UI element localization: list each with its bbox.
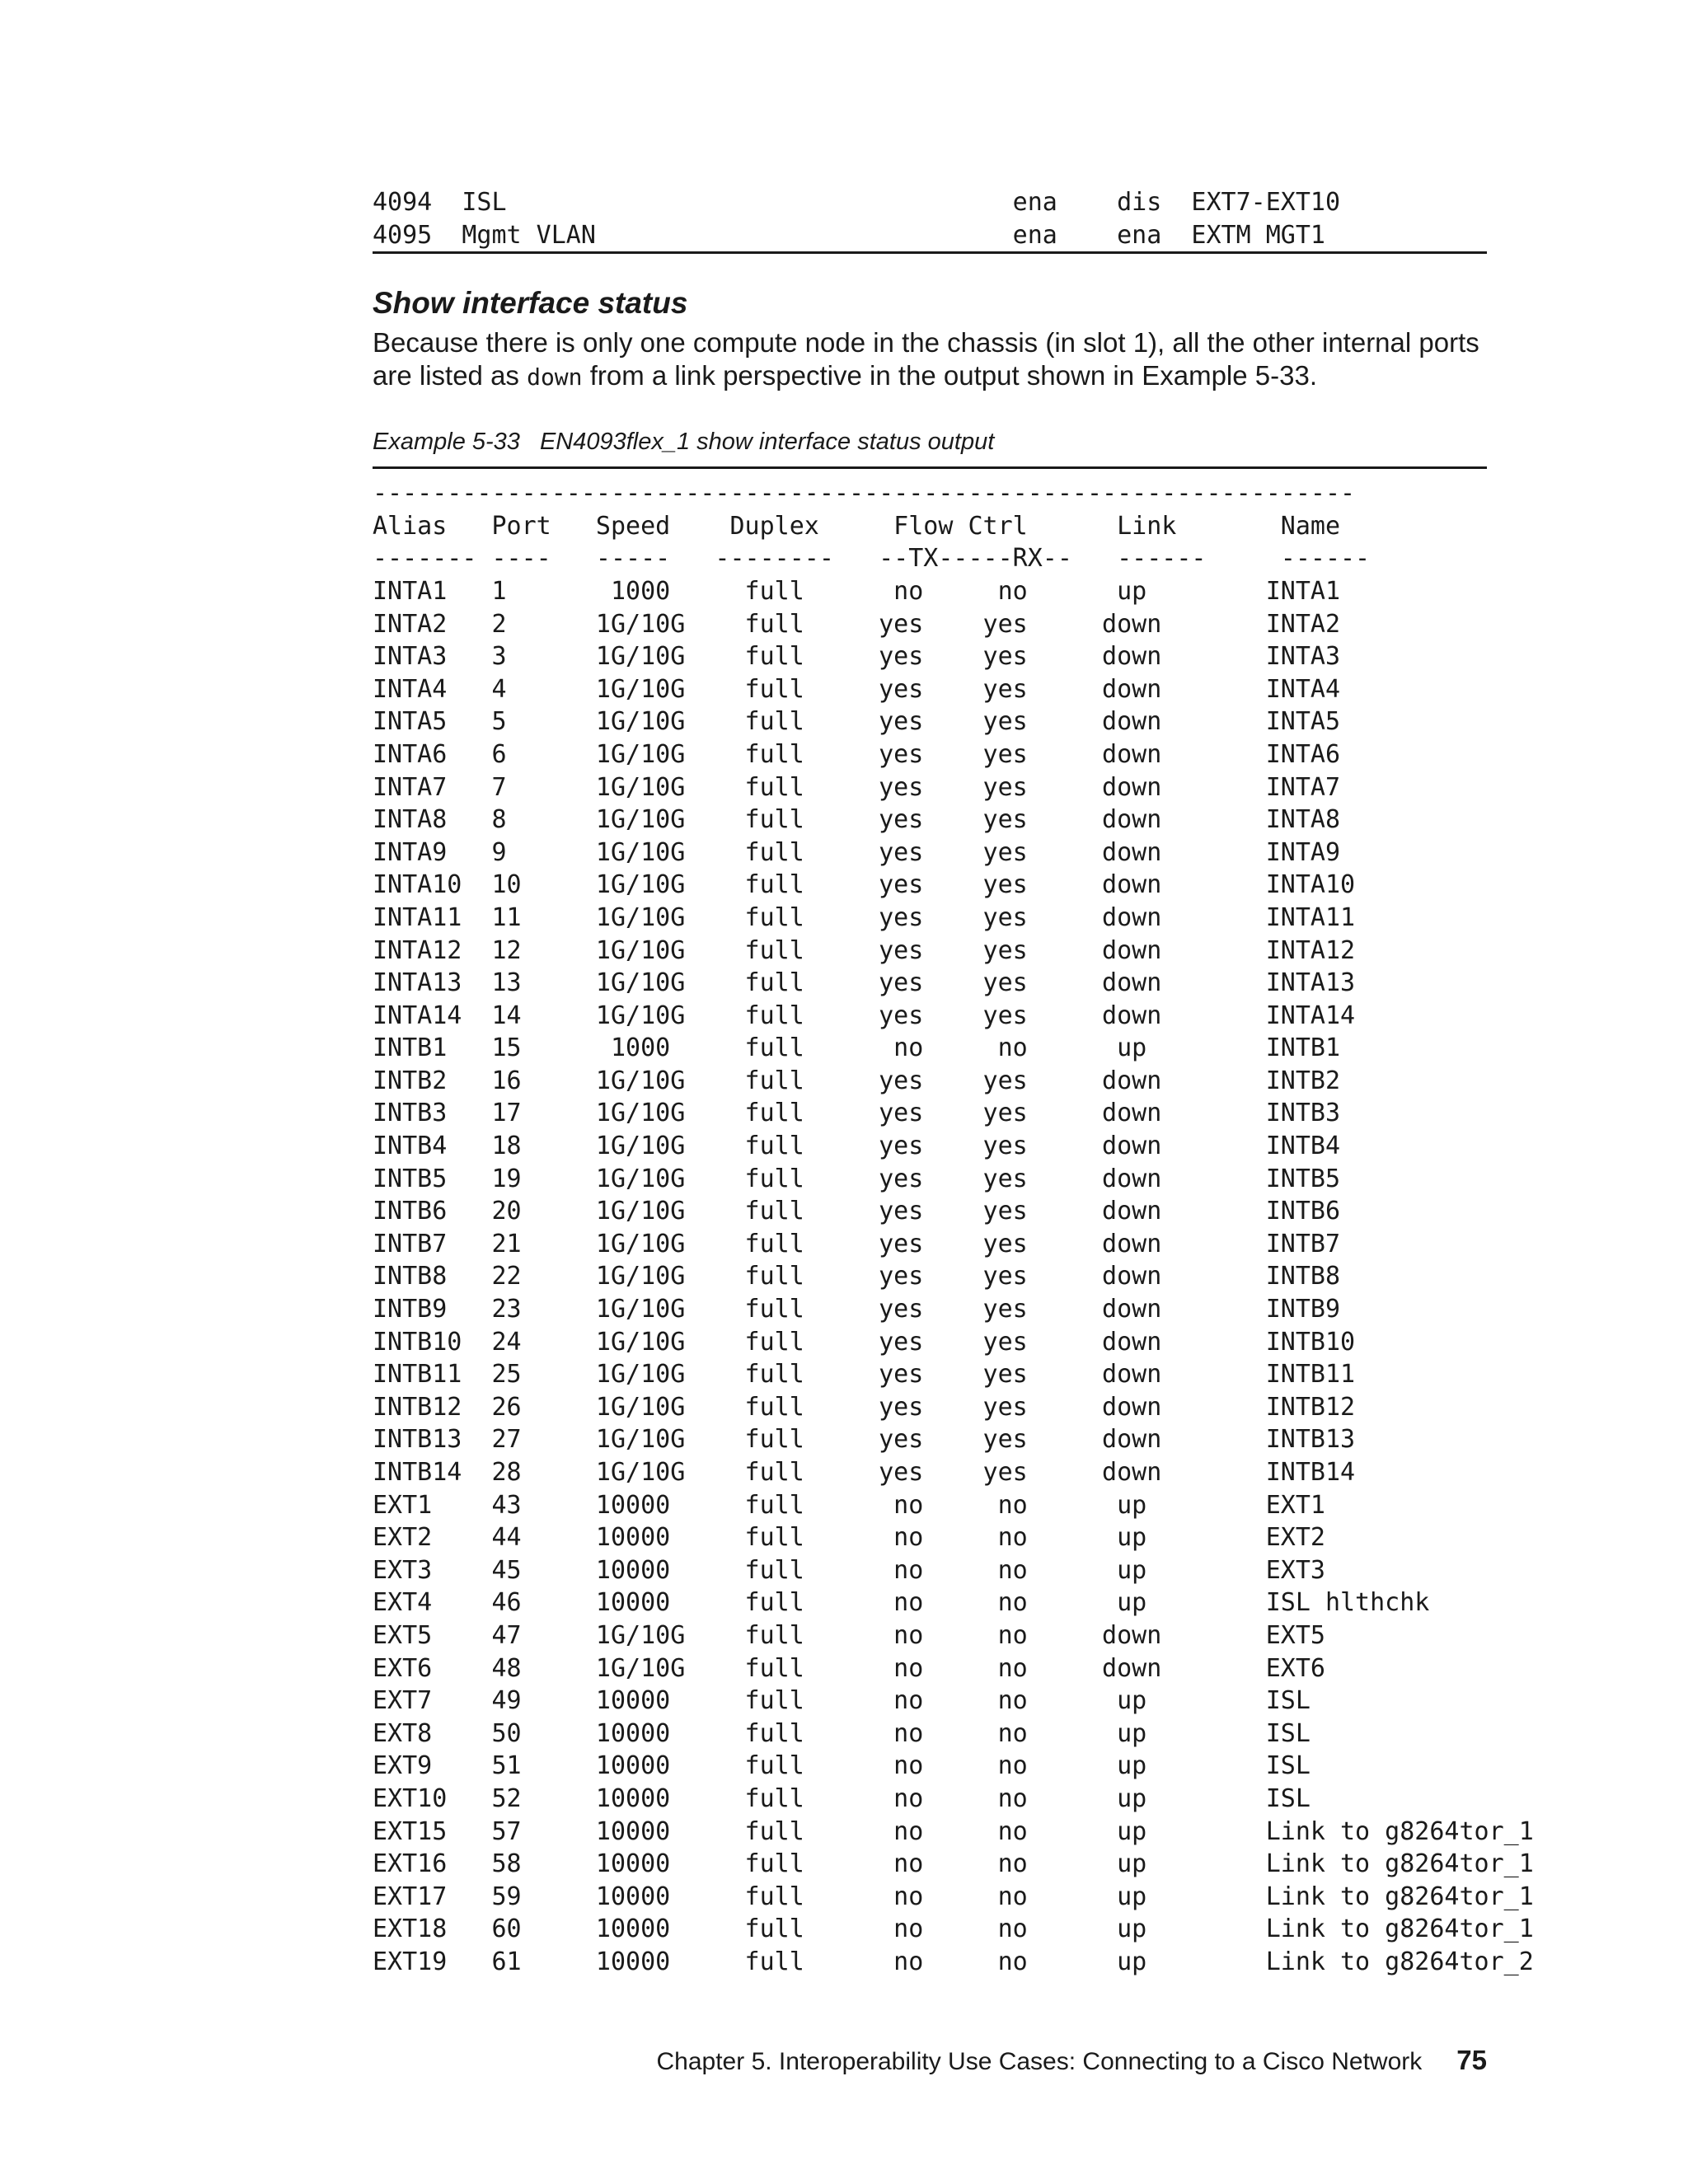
code-line: INTA1 1 1000 full no no up INTA1 [373,576,1340,606]
code-line: INTB4 18 1G/10G full yes yes down INTB4 [373,1132,1340,1161]
page-content [373,186,1534,1979]
code-line: EXT3 45 10000 full no no up EXT3 [373,1555,1325,1585]
code-line: INTA5 5 1G/10G full yes yes down INTA5 [373,707,1340,737]
page-number: 75 [1456,2045,1487,2075]
interface-status-code-block [373,477,1534,1978]
code-line: EXT17 59 10000 full no no up Link to g8264tor_1 [373,1882,1534,1911]
code-line: EXT16 58 10000 full no no up Link to g8264tor_1 [373,1849,1534,1879]
code-line: INTA10 10 1G/10G full yes yes down INTA10 [373,870,1356,900]
code-line: INTA3 3 1G/10G full yes yes down INTA3 [373,642,1340,672]
code-line: INTA7 7 1G/10G full yes yes down INTA7 [373,772,1340,802]
code-line: INTB10 24 1G/10G full yes yes down INTB10 [373,1327,1356,1357]
code-line: EXT8 50 10000 full no no up ISL [373,1718,1311,1748]
code-line: INTB13 27 1G/10G full yes yes down INTB13 [373,1425,1356,1455]
code-line: INTB9 23 1G/10G full yes yes down INTB9 [373,1295,1340,1324]
code-line: 4095 Mgmt VLAN ena ena EXTM MGT1 [373,220,1325,250]
paragraph-text: Because there is only one compute node in the chassis (in slot 1), all the other internal ports are listed as [373,327,1479,391]
code-line: INTB5 19 1G/10G full yes yes down INTB5 [373,1164,1340,1193]
caption-label: Example 5-33 [373,429,520,456]
rule-divider [373,466,1487,469]
code-line: INTA11 11 1G/10G full yes yes down INTA11 [373,902,1356,932]
code-line: INTB12 26 1G/10G full yes yes down INTB12 [373,1392,1356,1422]
code-line: INTB3 17 1G/10G full yes yes down INTB3 [373,1099,1340,1128]
code-line: 4094 ISL ena dis EXT7-EXT10 [373,188,1340,217]
code-line: EXT9 51 10000 full no no up ISL [373,1751,1311,1781]
code-line: EXT1 43 10000 full no no up EXT1 [373,1490,1325,1520]
code-line: EXT18 60 10000 full no no up Link to g8264tor_1 [373,1915,1534,1944]
code-line: EXT2 44 10000 full no no up EXT2 [373,1523,1325,1553]
code-line: INTA13 13 1G/10G full yes yes down INTA13 [373,968,1356,998]
inline-code: down [527,363,583,391]
caption-title: EN4093flex_1 show interface status output [539,429,995,456]
code-line: ------------------------------------------------------------------ [373,479,1356,509]
example-caption [373,427,1487,457]
code-line: EXT10 52 10000 full no no up ISL [373,1783,1311,1813]
code-line: INTA2 2 1G/10G full yes yes down INTA2 [373,609,1340,639]
code-line: INTA14 14 1G/10G full yes yes down INTA14 [373,1001,1356,1030]
code-line: INTB14 28 1G/10G full yes yes down INTB14 [373,1458,1356,1487]
code-line: EXT7 49 10000 full no no up ISL [373,1686,1311,1716]
paragraph-text: from a link perspective in the output shown in Example 5-33. [582,360,1317,391]
code-line: INTA4 4 1G/10G full yes yes down INTA4 [373,674,1340,704]
code-line: EXT15 57 10000 full no no up Link to g8264tor_1 [373,1816,1534,1846]
code-line: INTA8 8 1G/10G full yes yes down INTA8 [373,805,1340,835]
code-line: INTB6 20 1G/10G full yes yes down INTB6 [373,1197,1340,1226]
code-line: INTA6 6 1G/10G full yes yes down INTA6 [373,739,1340,769]
code-line: INTA12 12 1G/10G full yes yes down INTA12 [373,935,1356,965]
code-line: EXT19 61 10000 full no no up Link to g8264tor_2 [373,1947,1534,1976]
footer-chapter: Chapter 5. Interoperability Use Cases: Connecting to a Cisco Network [656,2048,1423,2075]
section-heading: Show interface status [373,286,688,321]
code-line: INTB7 21 1G/10G full yes yes down INTB7 [373,1229,1340,1258]
page-footer [657,2044,1488,2079]
code-line: Alias Port Speed Duplex Flow Ctrl Link Name [373,511,1340,541]
code-line: EXT4 46 10000 full no no up ISL hlthchk [373,1588,1430,1618]
rule-divider [373,251,1487,254]
code-line: INTA9 9 1G/10G full yes yes down INTA9 [373,837,1340,867]
code-line: ------- ---- ----- -------- --TX-----RX-- ------ ------ [373,544,1371,574]
code-line: INTB8 22 1G/10G full yes yes down INTB8 [373,1262,1340,1291]
code-line: INTB1 15 1000 full no no up INTB1 [373,1033,1340,1063]
body-paragraph [373,326,1487,394]
vlan-code-block [373,186,1487,251]
code-line: INTB2 16 1G/10G full yes yes down INTB2 [373,1066,1340,1095]
code-line: EXT6 48 1G/10G full no no down EXT6 [373,1653,1325,1683]
code-line: INTB11 25 1G/10G full yes yes down INTB11 [373,1360,1356,1390]
code-line: EXT5 47 1G/10G full no no down EXT5 [373,1620,1325,1650]
